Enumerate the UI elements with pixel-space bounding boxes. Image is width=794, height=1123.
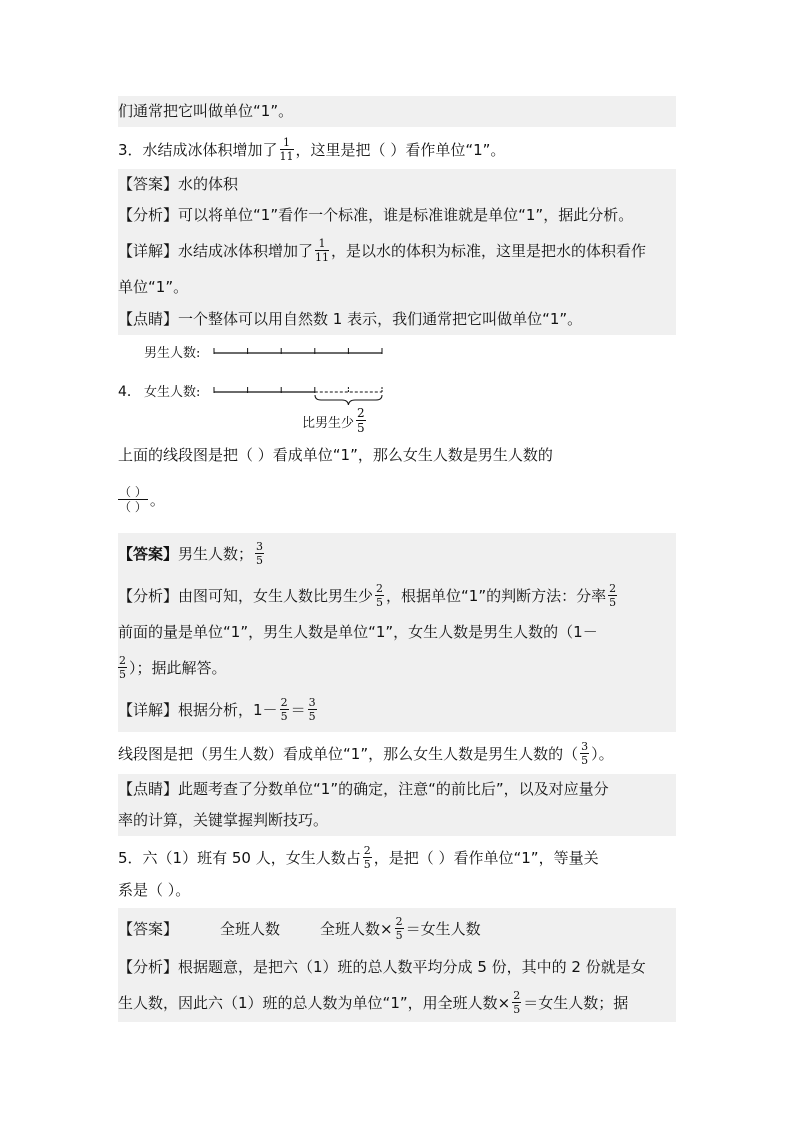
q4-analysis-2: [118, 617, 676, 648]
detail-text-b: ，是以水的体积为标准，这里是把水的体积看作: [331, 242, 647, 260]
detail-tag: 【详解】: [118, 242, 179, 260]
analysis-text: 可以将单位“1”看作一个标准，谁是标准谁就是单位“1”，据此分析。: [178, 206, 634, 224]
num: 2: [119, 654, 126, 667]
answer-text: 水的体积: [178, 175, 239, 193]
analysis-text-2: 前面的量是单位“1”，男生人数是单位“1”，女生人数是男生人数的（1－: [118, 623, 598, 641]
q4-detail-2: [118, 734, 676, 774]
num: 2: [609, 582, 617, 595]
num: 2: [513, 989, 521, 1002]
answer-tag: 【答案】: [118, 545, 179, 563]
fraction-2-5: [118, 655, 127, 680]
fraction-2-5: [395, 916, 404, 941]
analysis-text-a: 由图可知，女生人数比男生少: [178, 587, 374, 605]
fraction-2-5: [608, 583, 617, 608]
fraction-3-5: [308, 697, 317, 722]
detail-tag: 【详解】: [118, 701, 179, 719]
tip-tag: 【点睛】: [118, 780, 179, 798]
q5-analysis: [118, 950, 676, 984]
fraction-2-5: [512, 990, 521, 1015]
q3-answer: [118, 169, 676, 200]
den: 5: [280, 710, 288, 723]
den: 11: [279, 150, 294, 163]
fraction-1-11: [280, 137, 294, 162]
detail-text-2: 单位“1”。: [118, 278, 189, 296]
answer-text-2b: ＝女生人数: [405, 920, 481, 938]
fraction-2-5: [280, 697, 289, 722]
fraction-1-11: [315, 238, 329, 263]
den: 5: [513, 1003, 521, 1016]
fraction-2-5: [356, 407, 366, 434]
analysis-tag: 【分析】: [118, 206, 179, 224]
q5-answer: [118, 908, 676, 950]
q4-question-blank: [118, 478, 676, 522]
analysis-text-3: ）；据此解答。: [129, 659, 227, 677]
q4-detail: [118, 688, 676, 732]
fraction-3-5: [255, 541, 264, 566]
num: 3: [581, 740, 589, 753]
tip-text-2: 率的计算，关键掌握判断技巧。: [118, 811, 329, 829]
detail-text-2a: 线段图是把（男生人数）看成单位“1”，那么女生人数是男生人数的（: [118, 745, 579, 763]
q4-analysis: [118, 575, 676, 617]
den: 5: [609, 596, 617, 609]
q3-tip: [118, 304, 676, 335]
analysis-text-2b: ＝女生人数；据: [523, 994, 629, 1012]
analysis-text: 根据题意，是把六（1）班的总人数平均分成 5 份，其中的 2 份就是女: [178, 958, 646, 976]
segment-lines: [118, 338, 418, 436]
fraction-3-5: [580, 741, 589, 766]
detail-text-a: 水结成冰体积增加了: [178, 242, 314, 260]
answer-text: 男生人数；: [178, 545, 254, 563]
q4-tip: [118, 774, 676, 805]
q3-detail-2: [118, 271, 676, 304]
tip-text: 此题考查了分数单位“1”的确定，注意“的前比后”，以及对应量分: [178, 780, 609, 798]
detail-text-a: 根据分析，1－: [178, 701, 278, 719]
fraction-2-5: [363, 845, 372, 870]
num: 2: [280, 696, 288, 709]
answer-text-2a: 全班人数×: [320, 920, 393, 938]
answer-tag: 【答案】: [118, 920, 179, 938]
detail-text-2b: ）。: [591, 745, 614, 763]
q4-text: 上面的线段图是把（ ）看成单位“1”，那么女生人数是男生人数的: [118, 446, 553, 464]
q4-question: [118, 440, 676, 471]
period: 。: [149, 491, 165, 509]
den: （ ）: [119, 500, 147, 514]
analysis-tag: 【分析】: [118, 587, 179, 605]
equals-sign: ＝: [290, 701, 306, 719]
q4-tip-2: [118, 805, 676, 836]
den: 5: [357, 421, 365, 435]
boy-label: 男生人数:: [144, 346, 201, 361]
num: 2: [357, 406, 365, 420]
den: 5: [395, 929, 403, 942]
den: 5: [308, 710, 316, 723]
num: （ ）: [119, 485, 147, 499]
question-number-4: 4．: [118, 384, 141, 400]
q3-text-a: 3．水结成冰体积增加了: [118, 141, 278, 159]
q5-text-b: ，是把（ ）看作单位“1”，等量关: [373, 849, 599, 867]
question-3: [118, 133, 676, 167]
q5-text-2: 系是（ ）。: [118, 881, 191, 899]
continuation-line: [118, 96, 676, 127]
answer-text-1: 全班人数: [220, 920, 281, 938]
blank-fraction: [118, 486, 148, 513]
tip-tag: 【点睛】: [118, 310, 179, 328]
question-5-line-2: [118, 875, 676, 906]
num: 1: [280, 137, 294, 150]
fraction-2-5: [375, 583, 384, 608]
den: 5: [256, 554, 264, 567]
q5-analysis-2: [118, 984, 676, 1022]
q4-answer: [118, 533, 676, 575]
analysis-tag: 【分析】: [118, 958, 179, 976]
num: 3: [308, 696, 316, 709]
den: 5: [363, 858, 371, 871]
answer-tag: 【答案】: [118, 175, 179, 193]
brace: [315, 395, 382, 405]
q4-analysis-3: [118, 648, 676, 688]
analysis-text-b: ，根据单位“1”的判断方法：分率: [386, 587, 607, 605]
tip-text: 一个整体可以用自然数 1 表示，我们通常把它叫做单位“1”。: [178, 310, 583, 328]
den: 5: [376, 596, 384, 609]
q3-analysis: [118, 200, 676, 231]
analysis-text-2a: 生人数，因此六（1）班的总人数为单位“1”，用全班人数×: [118, 994, 511, 1012]
q5-text-a: 5．六（1）班有 50 人，女生人数占: [118, 849, 361, 867]
girl-label: 女生人数:: [144, 385, 201, 400]
num: 2: [376, 582, 384, 595]
den: 5: [581, 754, 589, 767]
q3-detail: [118, 231, 676, 271]
num: 2: [363, 844, 371, 857]
q3-text-b: ，这里是把（ ）看作单位“1”。: [295, 141, 506, 159]
segment-diagram: [118, 338, 418, 436]
den: 11: [315, 251, 330, 264]
question-5: [118, 838, 676, 878]
text: 们通常把它叫做单位“1”。: [118, 102, 294, 120]
den: 5: [119, 668, 126, 681]
num: 2: [395, 915, 403, 928]
less-text: 比男生少: [302, 416, 355, 431]
num: 3: [256, 540, 264, 553]
num: 1: [315, 238, 329, 251]
less-than-boys-label: [302, 408, 368, 435]
